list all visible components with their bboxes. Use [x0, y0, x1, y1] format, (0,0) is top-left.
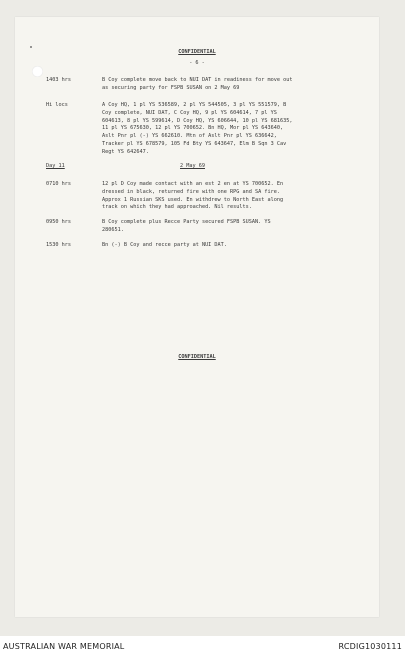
- attribution-right: RCDIG1030111: [338, 642, 402, 651]
- document-page: [15, 17, 379, 617]
- entry-text: B Coy complete plus Recce Party secured FSPB SUSAN. YS 280651.: [102, 219, 271, 233]
- classification-header: CONFIDENTIAL: [178, 49, 216, 55]
- day-label: Day 11: [46, 163, 65, 169]
- classification-footer: CONFIDENTIAL: [178, 354, 216, 360]
- entry-time: 1403 hrs: [46, 77, 71, 83]
- paper-speck: [30, 46, 32, 48]
- entry-time: 0710 hrs: [46, 181, 71, 187]
- entry-time: 0950 hrs: [46, 219, 71, 225]
- entry-time: Hi locs: [46, 102, 68, 108]
- punch-hole: [32, 66, 43, 77]
- page-number: - 6 -: [189, 60, 205, 66]
- entry-text: A Coy HQ, 1 pl YS 536589, 2 pl YS 544505, 3 pl YS 551579, B Coy complete, NUI DAT, C Coy HQ, 9 pl YS 604614, 7 pl YS 604613, 8 pl YS 599614, D Coy HQ, YS 606644, 10 pl YS 681635, 11 pl YS 675630, 12 pl YS 700652. Bn HQ, Mor pl YS 643640, Aslt Pnr pl (-) YS 662610. Mtn of Aslt Pnr pl YS 636642, Tracker pl YS 678579, 105 Fd Bty YS 643647, Elm B Sqn 3 Cav Regt YS 642647.: [102, 102, 293, 155]
- entry-text: 12 pl D Coy made contact with an est 2 en at YS 700652. En dressed in black, returned fire with one RPG and SA fire. Approx 1 Russian SKS used. En withdrew to North East along track on which they had approached. Nil results.: [102, 181, 284, 211]
- day-date: 2 May 69: [180, 163, 205, 169]
- entry-text: B Coy complete move back to NUI DAT in readiness for move out as securing party for FSPB SUSAN on 2 May 69: [102, 77, 293, 91]
- entry-time: 1530 hrs: [46, 242, 71, 248]
- entry-text: Bn (-) B Coy and recce party at NUI DAT.: [102, 242, 227, 248]
- attribution-left: AUSTRALIAN WAR MEMORIAL: [3, 642, 125, 651]
